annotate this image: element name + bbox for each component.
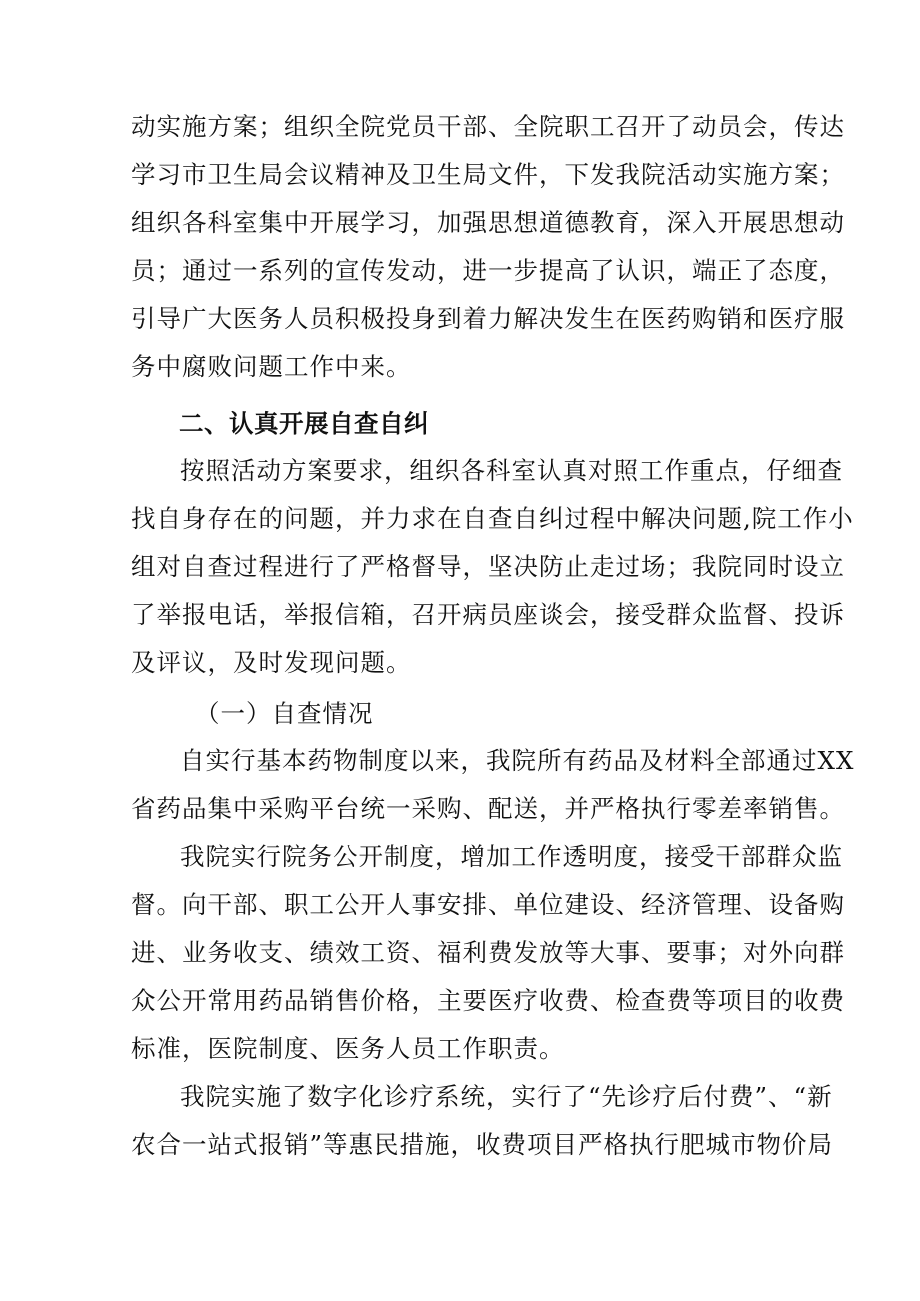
text-line: 组对自查过程进行了严格督导，坚决防止走过场；我院同时设立 xyxy=(131,552,845,581)
text-line: 组织各科室集中开展学习，加强思想道德教育，深入开展思想动 xyxy=(131,208,845,237)
text-line: 学习市卫生局会议精神及卫生局文件，下发我院活动实施方案； xyxy=(131,160,845,189)
text-line: 务中腐败问题工作中来。 xyxy=(131,352,412,381)
section-heading: 二、认真开展自查自纠 xyxy=(179,409,429,438)
paragraph-first-line: 我院实施了数字化诊疗系统，实行了“先诊疗后付费”、“新 xyxy=(180,1082,833,1111)
text-line: 动实施方案；组织全院党员干部、全院职工召开了动员会，传达 xyxy=(131,112,845,141)
text-line: 员；通过一系列的宣传发动，进一步提高了认识，端正了态度， xyxy=(131,256,845,285)
subsection-heading: （一）自查情况 xyxy=(195,699,374,728)
text-line: 找自身存在的问题，并力求在自查自纠过程中解决问题,院工作小 xyxy=(131,504,854,533)
text-line: 及评议，及时发现问题。 xyxy=(131,648,412,677)
text-line: 农合一站式报销”等惠民措施，收费项目严格执行肥城市物价局 xyxy=(131,1130,834,1159)
paragraph-first-line: 我院实行院务公开制度，增加工作透明度，接受干部群众监 xyxy=(180,842,843,871)
text-line: 了举报电话，举报信箱，召开病员座谈会，接受群众监督、投诉 xyxy=(131,600,845,629)
text-line: 标准，医院制度、医务人员工作职责。 xyxy=(131,1034,565,1063)
text-line: 进、业务收支、绩效工资、福利费发放等大事、要事；对外向群 xyxy=(131,938,845,967)
text-line: 引导广大医务人员积极投身到着力解决发生在医药购销和医疗服 xyxy=(131,304,845,333)
text-line: 众公开常用药品销售价格，主要医疗收费、检查费等项目的收费 xyxy=(131,986,845,1015)
text-line: 省药品集中采购平台统一采购、配送，并严格执行零差率销售。 xyxy=(131,794,845,823)
paragraph-first-line: 按照活动方案要求，组织各科室认真对照工作重点，仔细查 xyxy=(180,456,843,485)
text-line: 督。向干部、职工公开人事安排、单位建设、经济管理、设备购 xyxy=(131,890,845,919)
paragraph-first-line: 自实行基本药物制度以来，我院所有药品及材料全部通过XX xyxy=(180,746,855,775)
